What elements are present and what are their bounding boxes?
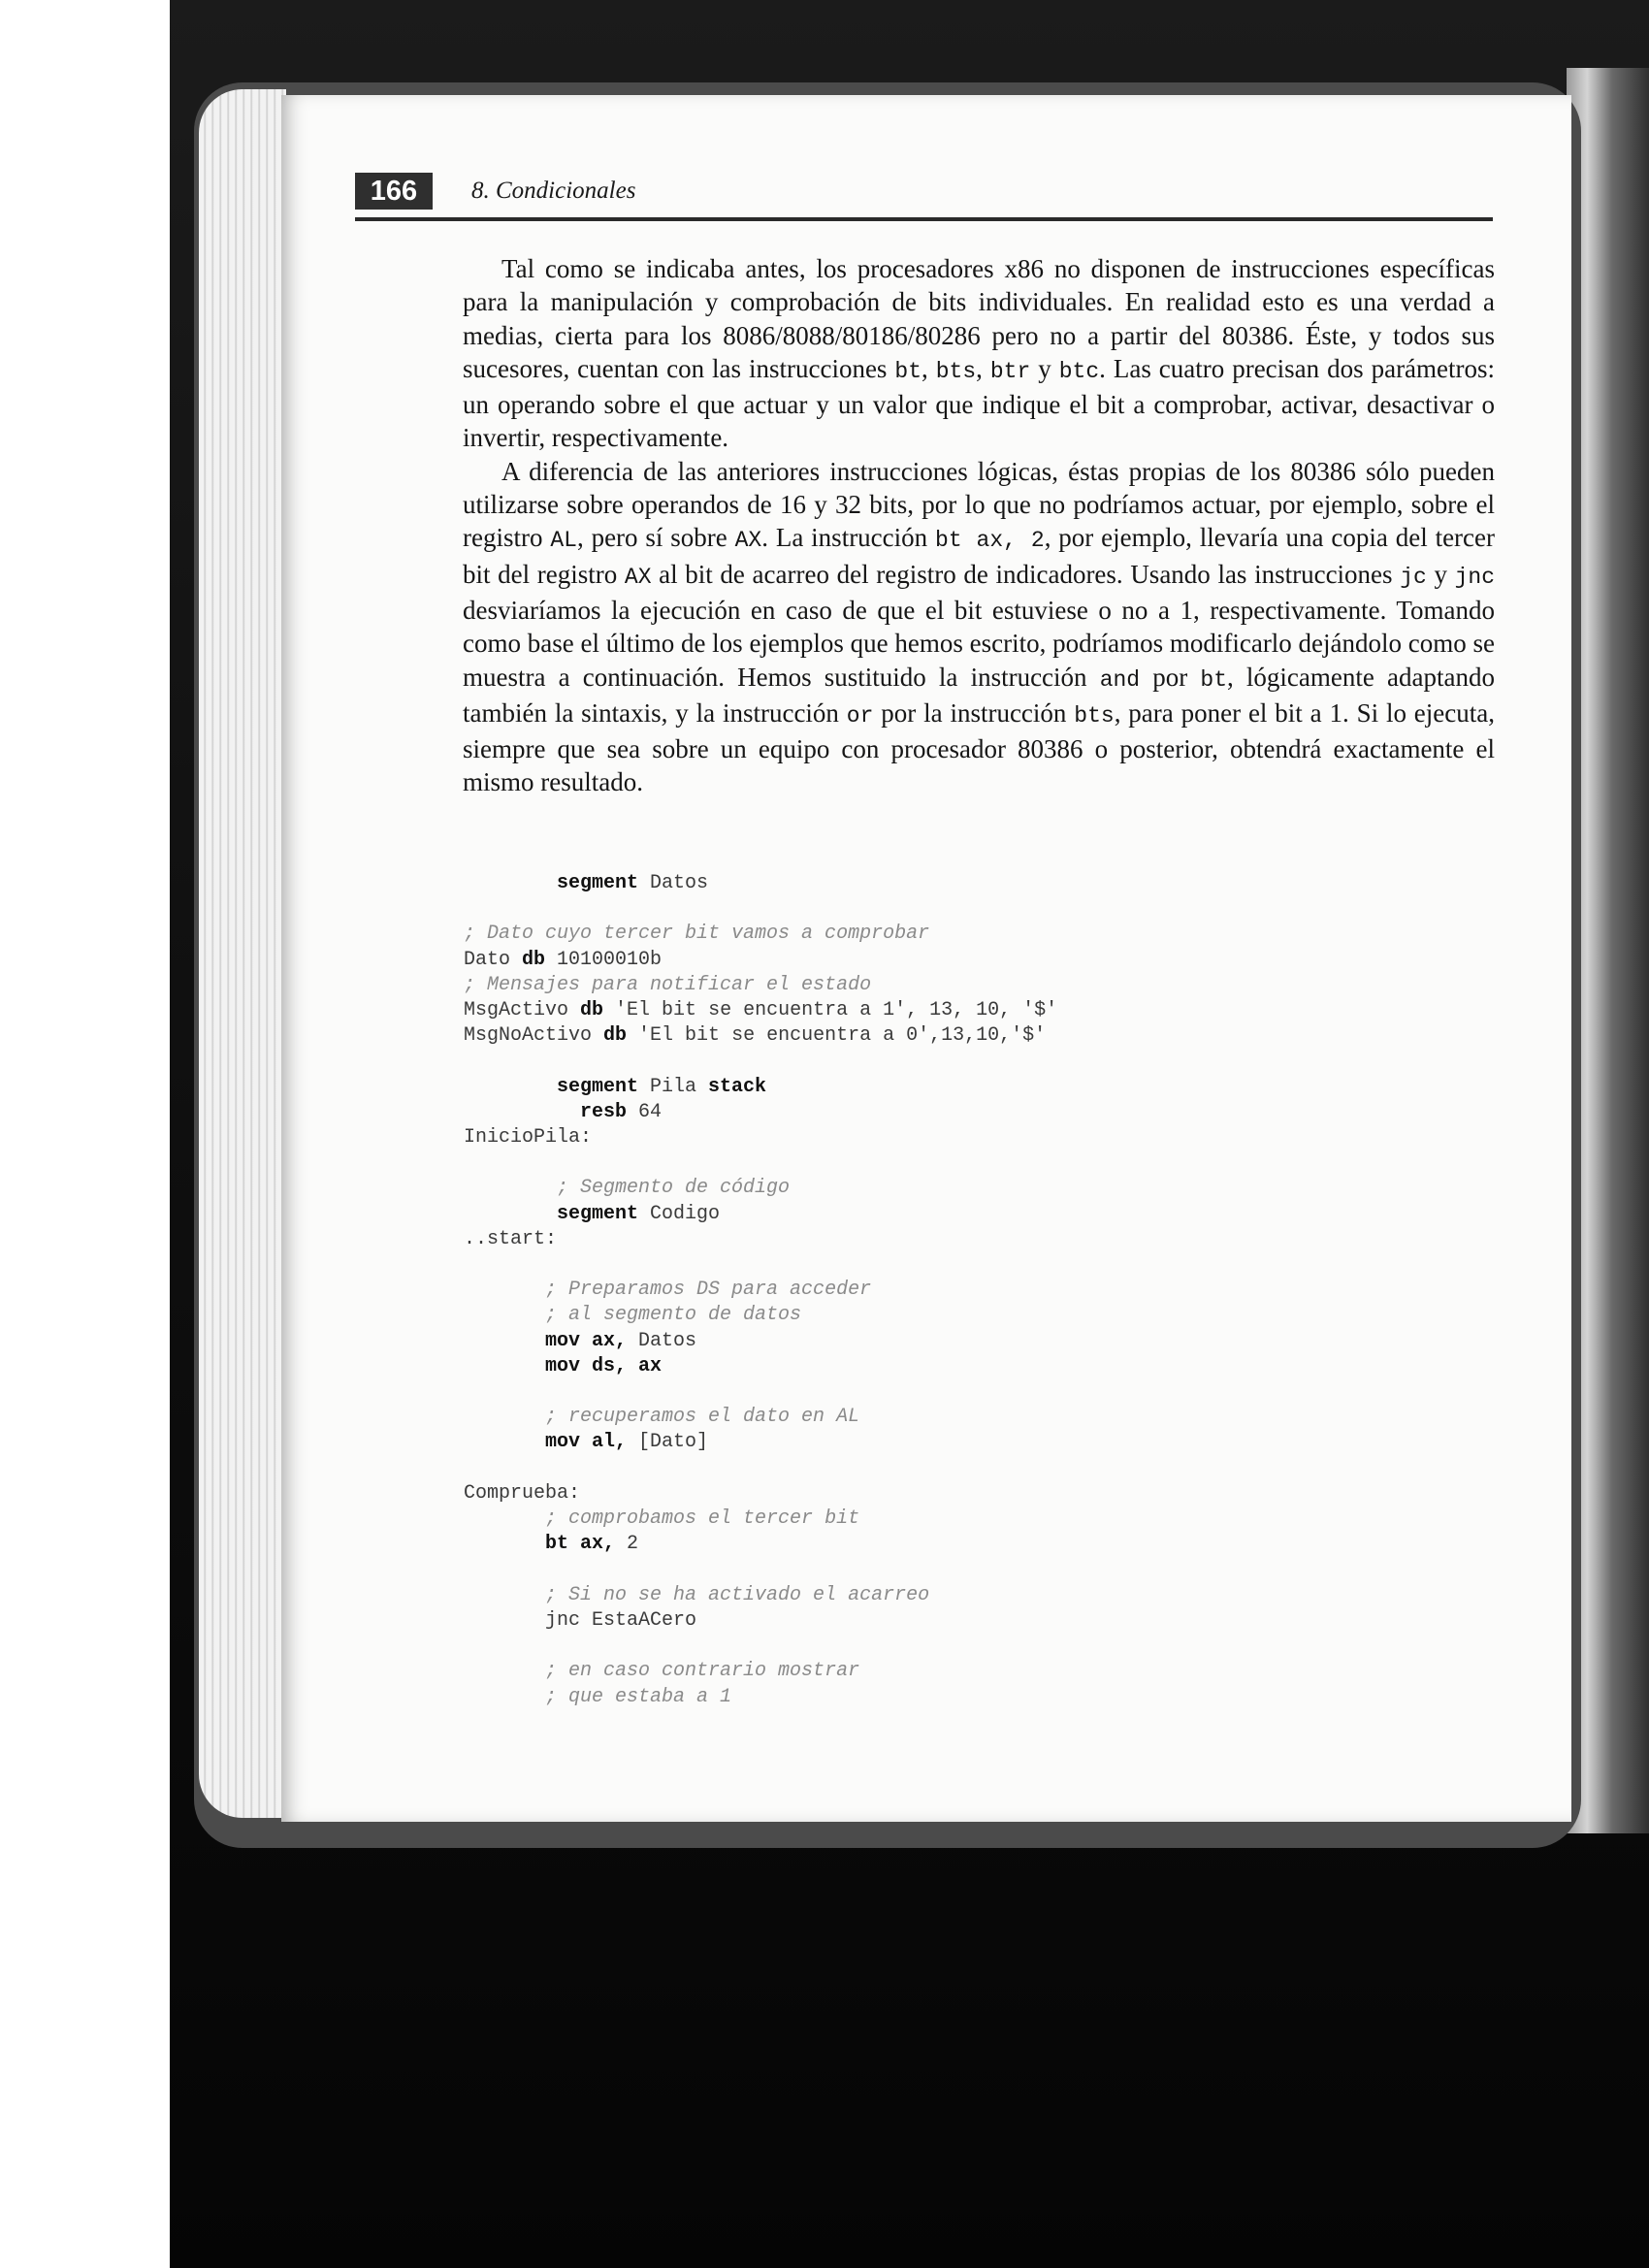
code-listing: segment Datos ; Dato cuyo tercer bit vamos a comprobar Dato db 10100010b ; Mensajes para notificar el estado MsgActivo db 'El bit se encuentra a 1', 13, 10, '$' MsgNoActivo db 'El bit se encuentra a 0',13,10,'$' segment Pila stack resb 64 InicioPila: ; Segmento de código segment Codigo ..start: ; Preparamos DS para acceder ; al segmento de datos mov ax, Datos mov ds, ax ; recuperamos el dato en AL mov al, [Dato] Comprueba: ; comprobamos el tercer bit bt ax, 2 ; Si no se ha activado el acarreo jnc EstaACero ; en caso contrario mostrar ; que estaba a 1	[464, 872, 1058, 1708]
chapter-title: 8. Condicionales	[471, 178, 636, 204]
body-text	[463, 252, 1495, 799]
page-edges	[199, 89, 286, 1818]
page-header	[355, 169, 1493, 221]
page-number: 166	[355, 173, 433, 210]
paragraph-1: Tal como se indicaba antes, los procesadores x86 no disponen de instrucciones específicas para la manipulación y comprobación de bits individuales. En realidad esto es una verdad a medias, cierta para los 8086/8088/80186/80286 pero no a partir del 80386. Éste, y todos sus sucesores, cuentan con las instrucciones bt, bts, btr y btc. Las cuatro precisan dos parámetros: un operando sobre el que actuar y un valor que indique el bit a comprobar, activar, desactivar o invertir, respectivamente.	[463, 254, 1496, 453]
paragraph-2: A diferencia de las anteriores instrucciones lógicas, éstas propias de los 80386 sólo pueden utilizarse sobre operandos de 16 y 32 bits, por lo que no podríamos actuar, por ejemplo, sobre el registro AL, pero sí sobre AX. La instrucción bt ax, 2, por ejemplo, llevaría una copia del tercer bit del registro AX al bit de acarreo del registro de indicadores. Usando las instrucciones jc y jnc desviaríamos la ejecución en caso de que el bit estuviese o no a 1, respectivamente. Tomando como base el último de los ejemplos que hemos escrito, podríamos modificarlo dejándolo como se muestra a continuación. Hemos sustituido la instrucción and por bt, lógicamente adaptando también la sintaxis, y la instrucción or por la instrucción bts, para poner el bit a 1. Si lo ejecuta, siempre que sea sobre un equipo con procesador 80386 o posterior, obtendrá exactamente el mismo resultado.	[463, 456, 1496, 797]
